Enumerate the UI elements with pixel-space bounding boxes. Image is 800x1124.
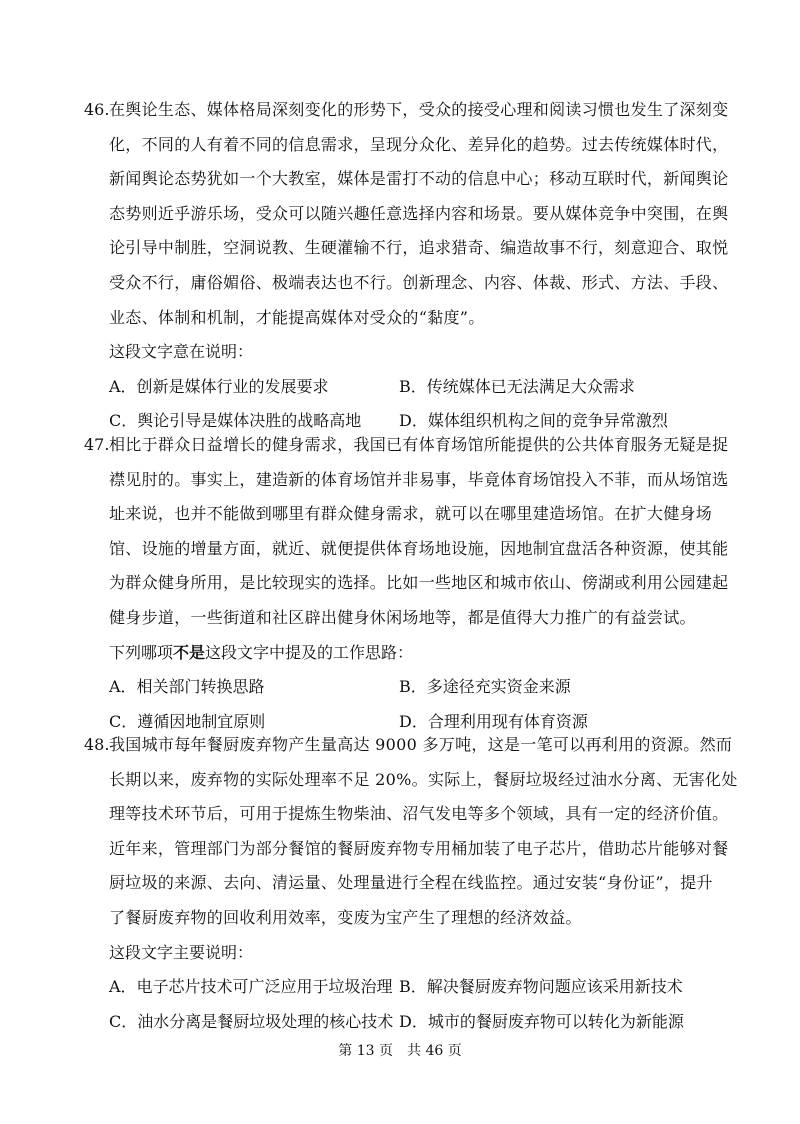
- option-b[interactable]: B．解决餐厨废弃物问题应该采用新技术: [399, 977, 683, 997]
- prompt-text: 这段文字主要说明：: [109, 942, 254, 962]
- stem-line: 近年来，管理部门为部分餐馆的餐厨废弃物专用桶加装了电子芯片，借助芯片能够对餐: [109, 838, 729, 858]
- option-a[interactable]: A．相关部门转换思路: [109, 677, 265, 697]
- stem-line: 化，不同的人有着不同的信息需求，呈现分众化、差异化的趋势。过去传统媒体时代，: [109, 134, 729, 154]
- prompt-emphasis: 不是: [173, 642, 206, 662]
- stem-line: 理等技术环节后，可用于提炼生物柴油、沼气发电等多个领域，具有一定的经济价值。: [109, 804, 729, 824]
- prompt-text: 下列哪项: [109, 642, 174, 662]
- option-d[interactable]: D．城市的餐厨废弃物可以转化为新能源: [399, 1011, 684, 1031]
- stem-line: 厨垃圾的来源、去向、清运量、处理量进行全程在线监控。通过安装“身份证”，提升: [109, 873, 713, 893]
- option-c[interactable]: C．舆论引导是媒体决胜的战略高地: [109, 411, 362, 431]
- stem-line: 馆、设施的增量方面，就近、就便提供体育场地设施，因地制宜盘活各种资源，使其能: [109, 538, 729, 558]
- option-c[interactable]: C．油水分离是餐厨垃圾处理的核心技术: [109, 1011, 394, 1031]
- option-b[interactable]: B．传统媒体已无法满足大众需求: [399, 376, 635, 396]
- stem-line: 了餐厨废弃物的回收利用效率，变废为宝产生了理想的经济效益。: [109, 907, 582, 927]
- question-prompt: [109, 335, 724, 370]
- option-a[interactable]: A．创新是媒体行业的发展要求: [109, 376, 329, 396]
- option-a[interactable]: A．电子芯片技术可广泛应用于垃圾治理: [109, 977, 393, 997]
- question-number: 48.: [84, 735, 110, 754]
- stem-line: 业态、体制和机制，才能提高媒体对受众的“黏度”。: [109, 307, 485, 327]
- stem-line: 在舆论生态、媒体格局深刻变化的形势下，受众的接受心理和阅读习惯也发生了深刻变: [109, 100, 729, 119]
- question-prompt: [109, 936, 724, 971]
- stem-line: 受众不行，庸俗媚俗、极端表达也不行。创新理念、内容、体裁、形式、方法、手段、: [109, 272, 729, 292]
- question-46: [84, 93, 729, 439]
- options: [109, 970, 724, 1039]
- question-number: 47.: [84, 435, 110, 454]
- stem-line: 我国城市每年餐厨废弃物产生量高达 9000 多万吨，这是一笔可以再利用的资源。然而: [109, 735, 733, 754]
- stem-line: 址来说，也并不能做到哪里有群众健身需求，就可以在哪里建造场馆。在扩大健身场: [109, 504, 713, 524]
- option-b[interactable]: B．多途径充实资金来源: [399, 677, 571, 697]
- stem-line: 长期以来，废弃物的实际处理率不足 20%。实际上，餐厨垃圾经过油水分离、无害化处: [109, 769, 738, 789]
- stem-line: 新闻舆论态势犹如一个大教室，媒体是雷打不动的信息中心；移动互联时代，新闻舆论: [109, 169, 729, 189]
- question-prompt: [109, 636, 724, 671]
- stem-line: 相比于群众日益增长的健身需求，我国已有体育场馆所能提供的公共体育服务无疑是捉: [109, 435, 729, 454]
- prompt-text: 这段文字意在说明：: [109, 342, 254, 362]
- stem-line: 为群众健身所用，是比较现实的选择。比如一些地区和城市依山、傍湖或利用公园建起: [109, 573, 729, 593]
- stem-line: 论引导中制胜，空洞说教、生硬灌输不行，追求猎奇、编造故事不行，刻意迎合、取悦: [109, 238, 729, 258]
- option-d[interactable]: D．媒体组织机构之间的竞争异常激烈: [399, 411, 668, 431]
- question-number: 46.: [84, 100, 110, 119]
- question-48: [84, 728, 738, 1039]
- stem-line: 态势则近乎游乐场，受众可以随兴趣任意选择内容和场景。要从媒体竞争中突围，在舆: [109, 203, 729, 223]
- stem-line: 健身步道，一些街道和社区辟出健身休闲场地等，都是值得大力推广的有益尝试。: [109, 607, 696, 627]
- question-47: [84, 428, 729, 739]
- page-number-footer: 第 13 页 共 46 页: [338, 1043, 462, 1059]
- question-stem: [109, 428, 729, 636]
- stem-line: 襟见肘的。事实上，建造新的体育场馆并非易事，毕竟体育场馆投入不菲，而从场馆选: [109, 469, 729, 489]
- option-d[interactable]: D．合理利用现有体育资源: [399, 711, 588, 731]
- question-stem: [109, 93, 729, 335]
- prompt-text: 这段文字中提及的工作思路：: [205, 642, 414, 662]
- option-c[interactable]: C．遵循因地制宜原则: [109, 711, 266, 731]
- question-stem: [109, 728, 738, 936]
